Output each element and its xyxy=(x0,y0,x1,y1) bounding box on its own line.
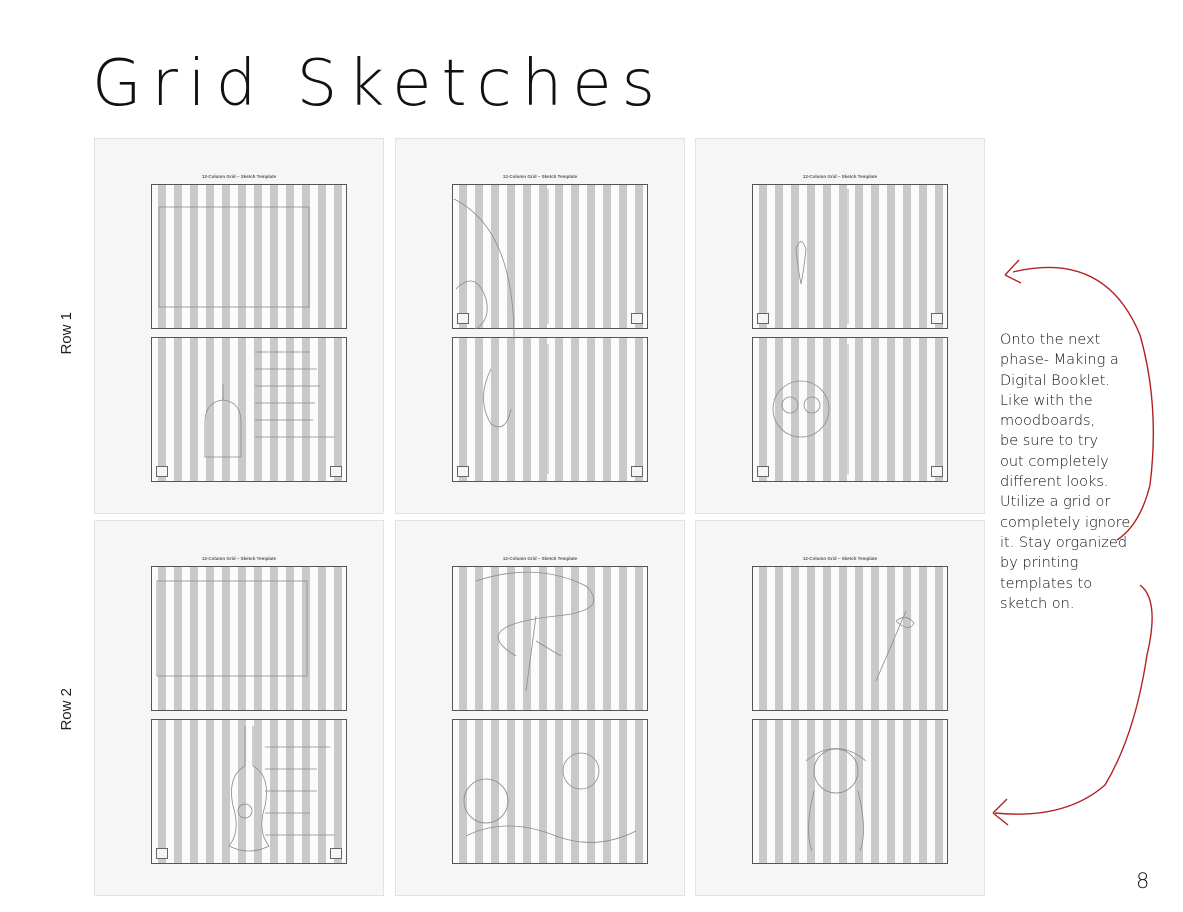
row-label-2: Row 2 xyxy=(58,688,75,731)
grid-panel-bottom xyxy=(151,337,347,482)
page-box-right xyxy=(330,466,342,477)
grid-panel-bottom xyxy=(151,719,347,864)
sketch-sheet-3 xyxy=(696,139,984,513)
sketch-sheet-5 xyxy=(396,521,684,895)
note-line: Utilize a grid or xyxy=(1000,494,1111,511)
sketch-sheet-4 xyxy=(95,521,383,895)
note-line: sketch on. xyxy=(1000,595,1075,612)
sketch-sheet-6 xyxy=(696,521,984,895)
page-box-left xyxy=(457,466,469,477)
note-line: by printing xyxy=(1000,555,1079,572)
note-line: Digital Booklet. xyxy=(1000,372,1111,389)
note-line: it. Stay organized xyxy=(1000,534,1128,551)
grid-panel-bottom xyxy=(752,719,948,864)
sketch-sheet-2 xyxy=(396,139,684,513)
sheet-header: 12-Column Grid – Sketch Template xyxy=(201,174,277,179)
sheet-header: 12-Column Grid – Sketch Template xyxy=(502,174,578,179)
note-line: Onto the next xyxy=(1000,332,1101,348)
note-line: templates to xyxy=(1000,575,1093,592)
grid-panel-top xyxy=(752,184,948,329)
sheet-header: 12-Column Grid – Sketch Template xyxy=(201,556,277,561)
page-box-left xyxy=(156,466,168,477)
page-box-right xyxy=(631,466,643,477)
note-line: different looks. xyxy=(1000,474,1109,491)
note-line: moodboards, xyxy=(1000,413,1096,430)
grid-panel-top xyxy=(151,184,347,329)
note-line: be sure to try xyxy=(1000,433,1099,450)
page-box-left xyxy=(457,313,469,324)
sheet-header: 12-Column Grid – Sketch Template xyxy=(502,556,578,561)
sketch-sheet-1 xyxy=(95,139,383,513)
sheet-header: 12-Column Grid – Sketch Template xyxy=(802,556,878,561)
grid-panel-bottom xyxy=(752,337,948,482)
page-box-right xyxy=(330,848,342,859)
row-label-1: Row 1 xyxy=(58,312,75,355)
page-box-left xyxy=(156,848,168,859)
grid-panel-top xyxy=(752,566,948,711)
page-number: 8 xyxy=(1136,869,1150,893)
note-line: Like with the xyxy=(1000,392,1093,409)
note-line: out completely xyxy=(1000,453,1109,470)
sidebar-note xyxy=(1000,330,1150,614)
page-box-right xyxy=(931,466,943,477)
note-line: phase- Making a xyxy=(1000,352,1119,369)
page-box-right xyxy=(931,313,943,324)
grid-panel-bottom xyxy=(452,337,648,482)
grid-panel-top xyxy=(452,566,648,711)
page-title: Grid Sketches xyxy=(92,47,665,121)
grid-panel-bottom xyxy=(452,719,648,864)
page-box-left xyxy=(757,466,769,477)
page-box-right xyxy=(631,313,643,324)
sheet-header: 12-Column Grid – Sketch Template xyxy=(802,174,878,179)
note-line: completely ignore xyxy=(1000,514,1131,531)
page-box-left xyxy=(757,313,769,324)
grid-panel-top xyxy=(151,566,347,711)
grid-panel-top xyxy=(452,184,648,329)
